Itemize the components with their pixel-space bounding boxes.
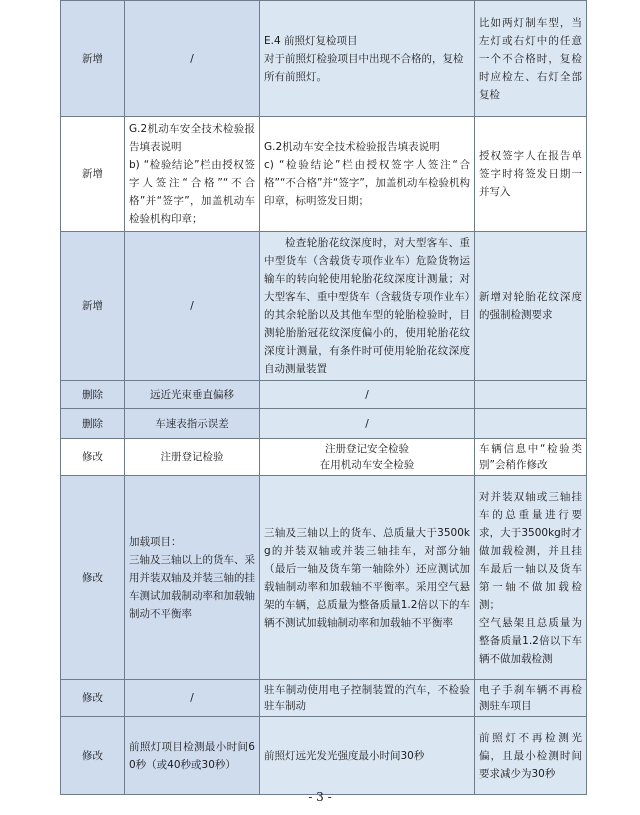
new-standard-cell: 检查轮胎花纹深度时，对大型客车、重中型货车（含载货专项作业车）危险货物运输车的转向轮使用轮胎花纹深度计测量；对大型客车、重中型货车（含载货专项作业车）的其余轮胎以及其他车型的轮胎检验时，目测轮胎胎冠花纹深度偏小的，使用轮胎花纹深度计测量，有条件时可使用轮胎花纹深度自动测量装置 [260, 232, 475, 381]
table-row [61, 680, 587, 717]
old-standard-cell: / [125, 1, 260, 117]
table-row [61, 717, 587, 795]
change-type-cell: 修改 [61, 439, 125, 476]
new-standard-cell: / [260, 381, 475, 409]
old-standard-cell: / [125, 232, 260, 381]
remark-cell: 车辆信息中“检验类别”会稍作修改 [475, 439, 587, 476]
remark-cell: 比如两灯制车型，当左灯或右灯中的任意一个不合格时，复检时应检左、右灯全部复检 [475, 1, 587, 117]
change-type-cell: 新增 [61, 232, 125, 381]
table-row [61, 476, 587, 680]
old-standard-cell: 远近光束垂直偏移 [125, 381, 260, 409]
remark-cell: 电子手刹车辆不再检测驻车项目 [475, 680, 587, 717]
new-standard-text: E.4 前照灯复检项目 对于前照灯检验项目中出现不合格的，复检所有前照灯。 [264, 34, 464, 83]
change-type-cell: 修改 [61, 476, 125, 680]
page-number: - 3 - [308, 790, 332, 804]
new-standard-cell: 前照灯远光发光强度最小时间30秒 [260, 717, 475, 795]
change-type-cell: 修改 [61, 717, 125, 795]
remark-cell: 对并装双轴或三轴挂车的总重量进行要求，大于3500kg时才做加载检测，并且挂车最后一轴以及货车第一轴不做加载检测； 空气悬架且总质量为整备质量1.2倍以下车辆不做加载检测 [475, 476, 587, 680]
remark-cell [475, 381, 587, 409]
comparison-table [60, 0, 587, 795]
table-row [61, 232, 587, 381]
change-type-cell: 修改 [61, 680, 125, 717]
change-type-cell: 新增 [61, 117, 125, 232]
remark-cell: 授权签字人在报告单签字时将签发日期一并写入 [475, 117, 587, 232]
new-standard-cell [260, 1, 475, 117]
change-type-cell: 新增 [61, 1, 125, 117]
old-standard-cell: 加载项目： 三轴及三轴以上的货车、采用并装双轴及并装三轴的挂车测试加载制动率和加载轴制动不平衡率 [125, 476, 260, 680]
old-standard-cell: 前照灯项目检测最小时间60秒（或40秒或30秒） [125, 717, 260, 795]
table-row [61, 409, 587, 439]
remark-cell: 新增对轮胎花纹深度的强制检测要求 [475, 232, 587, 381]
new-standard-cell: 驻车制动使用电子控制装置的汽车，不检验驻车制动 [260, 680, 475, 717]
remark-cell: 前照灯不再检测光偏，且最小检测时间要求减少为30秒 [475, 717, 587, 795]
old-standard-cell: / [125, 680, 260, 717]
comparison-table-container [60, 0, 586, 795]
new-standard-cell: / [260, 409, 475, 439]
table-row [61, 381, 587, 409]
table-row [61, 117, 587, 232]
table-row [61, 1, 587, 117]
remark-cell [475, 409, 587, 439]
new-standard-cell: G.2机动车安全技术检验报告填表说明 c) “检验结论”栏由授权签字人签注“合格”“不合格”并“签字”，加盖机动车检验机构印章，标明签发日期； [260, 117, 475, 232]
old-standard-cell: G.2机动车安全技术检验报告填表说明 b) “检验结论”栏由授权签字人签注“合格”“不合格”并“签字”，加盖机动车检验机构印章； [125, 117, 260, 232]
old-standard-cell: 车速表指示误差 [125, 409, 260, 439]
new-standard-cell: 三轴及三轴以上的货车、总质量大于3500kg的并装双轴或并装三轴挂车，对部分轴（最后一轴及货车第一轴除外）还应测试加载轴制动率和加载轴不平衡率。采用空气悬架的车辆，总质量为整备质量1.2倍以下的车辆不测试加载轴制动率和加载轴不平衡率 [260, 476, 475, 680]
new-standard-cell: 注册登记安全检验 在用机动车安全检验 [260, 439, 475, 476]
change-type-cell: 删除 [61, 381, 125, 409]
table-row [61, 439, 587, 476]
old-standard-cell: 注册登记检验 [125, 439, 260, 476]
change-type-cell: 删除 [61, 409, 125, 439]
